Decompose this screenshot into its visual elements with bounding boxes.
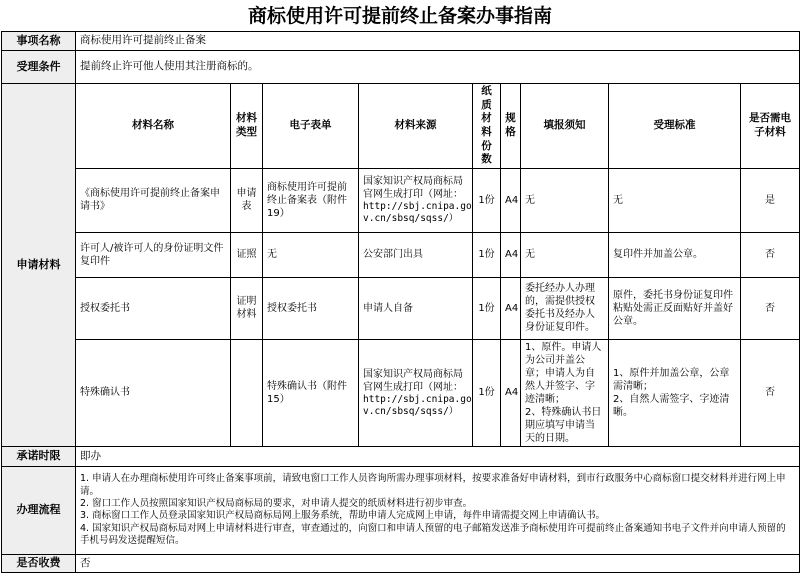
note-line: 2、特殊确认书日期应填写申请当天的日期。 <box>525 406 602 444</box>
source-line: 国家知识产权局商标局 <box>363 176 463 187</box>
acceptance-standard: 复印件并加盖公章。 <box>609 232 741 277</box>
materials-label: 申请材料 <box>2 84 76 447</box>
acceptance-standard: 无 <box>609 168 741 232</box>
process-step: 2. 窗口工作人员按照国家知识产权局商标局的要求，对申请人提交的纸质材料进行初步审查。 <box>80 498 473 509</box>
paper-copies: 1份 <box>473 232 501 277</box>
material-source <box>359 168 473 232</box>
source-line: 国家知识产权局商标局 <box>363 368 463 380</box>
filling-notes: 无 <box>521 232 609 277</box>
process-steps <box>76 466 800 554</box>
acceptance-standard <box>609 339 741 446</box>
acceptance-standard: 原件，委托书身份证复印件粘贴处需正反面贴好并盖好公章。 <box>609 277 741 339</box>
electronic-form: 授权委托书 <box>263 277 359 339</box>
paper-copies: 1份 <box>473 339 501 446</box>
material-name: 许可人/被许可人的身份证明文件复印件 <box>76 232 231 277</box>
time-limit-label: 承诺时限 <box>2 446 76 466</box>
standard-line: 2、自然人需签字、字迹清晰。 <box>613 393 730 418</box>
material-source <box>359 232 473 277</box>
electronic-form: 无 <box>263 232 359 277</box>
filling-notes: 委托经办人办理的，需提供授权委托书及经办人身份证复印件。 <box>521 277 609 339</box>
electronic-form: 特殊确认书（附件15） <box>263 339 359 446</box>
table-row <box>2 232 800 277</box>
row-fee <box>2 554 800 572</box>
fee-label: 是否收费 <box>2 554 76 572</box>
material-type <box>231 339 263 446</box>
spec: A4 <box>501 277 521 339</box>
row-time-limit <box>2 446 800 466</box>
filling-notes <box>521 339 609 446</box>
material-name: 特殊确认书 <box>76 339 231 446</box>
table-row <box>2 168 800 232</box>
source-line: 公安部门出具 <box>363 249 423 261</box>
process-label: 办理流程 <box>2 466 76 554</box>
spec: A4 <box>501 339 521 446</box>
header-filling-notes: 填报须知 <box>521 84 609 169</box>
process-step: 3. 商标窗口工作人员登录国家知识产权局商标局网上服务系统，帮助申请人完成网上申请，每件申请需提交网上申请确认书。 <box>80 510 606 522</box>
filling-notes: 无 <box>521 168 609 232</box>
source-url-line: http://sbj.cnipa.go <box>363 393 472 405</box>
paper-copies: 1份 <box>473 277 501 339</box>
paper-copies: 1份 <box>473 168 501 232</box>
row-process <box>2 466 800 554</box>
header-needs-electronic: 是否需电子材料 <box>741 84 800 169</box>
row-item-name <box>2 32 800 51</box>
spec: A4 <box>501 168 521 232</box>
material-source <box>359 339 473 446</box>
process-step: 1. 申请人在办理商标使用许可终止备案事项前，请致电窗口工作人员咨询所需办理事项材料，按要求准备好申请材料，到市行政服务中心商标窗口提交材料并进行网上申请。 <box>80 473 786 497</box>
source-url-line: v.cn/sbsq/sqss/） <box>363 213 459 225</box>
page-title: 商标使用许可提前终止备案办事指南 <box>247 5 552 27</box>
conditions-value: 提前终止许可他人使用其注册商标的。 <box>76 51 800 84</box>
fee-value: 否 <box>76 554 800 572</box>
needs-electronic: 否 <box>741 277 800 339</box>
header-material-name: 材料名称 <box>76 84 231 169</box>
electronic-form: 商标使用许可提前终止备案表（附件19） <box>263 168 359 232</box>
material-name: 授权委托书 <box>76 277 231 339</box>
time-limit-value: 即办 <box>76 446 800 466</box>
process-step: 4. 国家知识产权局商标局对网上申请材料进行审查，审查通过的，向窗口和申请人预留的电子邮箱发送准予商标使用许可提前终止备案通知书电子文件并向申请人预留的手机号码发送提醒短信。 <box>80 522 786 547</box>
material-type: 证明材料 <box>231 277 263 339</box>
header-paper-copies: 纸质材料份数 <box>473 84 501 169</box>
source-url-line: v.cn/sbsq/sqss/） <box>363 405 459 417</box>
table-row <box>2 339 800 446</box>
item-name-label: 事项名称 <box>2 32 76 51</box>
needs-electronic: 否 <box>741 339 800 446</box>
guide-table <box>1 31 800 573</box>
material-name: 《商标使用许可提前终止备案申请书》 <box>76 168 231 232</box>
row-conditions <box>2 51 800 84</box>
source-line: 官网生成打印（网址： <box>363 189 463 200</box>
item-name-value: 商标使用许可提前终止备案 <box>76 32 800 51</box>
needs-electronic: 是 <box>741 168 800 232</box>
note-line: 1、原件。申请人为公司并盖公章；申请人为自然人并签字、字迹清晰； <box>525 341 602 405</box>
material-source <box>359 277 473 339</box>
source-line: 官网生成打印（网址： <box>363 381 463 393</box>
header-acceptance-standard: 受理标准 <box>609 84 741 169</box>
standard-line: 1、原件并加盖公章，公章需清晰； <box>613 367 730 392</box>
header-electronic-form: 电子表单 <box>263 84 359 169</box>
source-line: 申请人自备 <box>363 302 413 314</box>
source-url-line: http://sbj.cnipa.go <box>363 201 472 212</box>
header-spec: 规格 <box>501 84 521 169</box>
conditions-label: 受理条件 <box>2 51 76 84</box>
material-type: 申请表 <box>231 168 263 232</box>
header-material-source: 材料来源 <box>359 84 473 169</box>
spec: A4 <box>501 232 521 277</box>
materials-header-row <box>2 84 800 169</box>
material-type: 证照 <box>231 232 263 277</box>
table-row <box>2 277 800 339</box>
needs-electronic: 否 <box>741 232 800 277</box>
header-material-type: 材料类型 <box>231 84 263 169</box>
